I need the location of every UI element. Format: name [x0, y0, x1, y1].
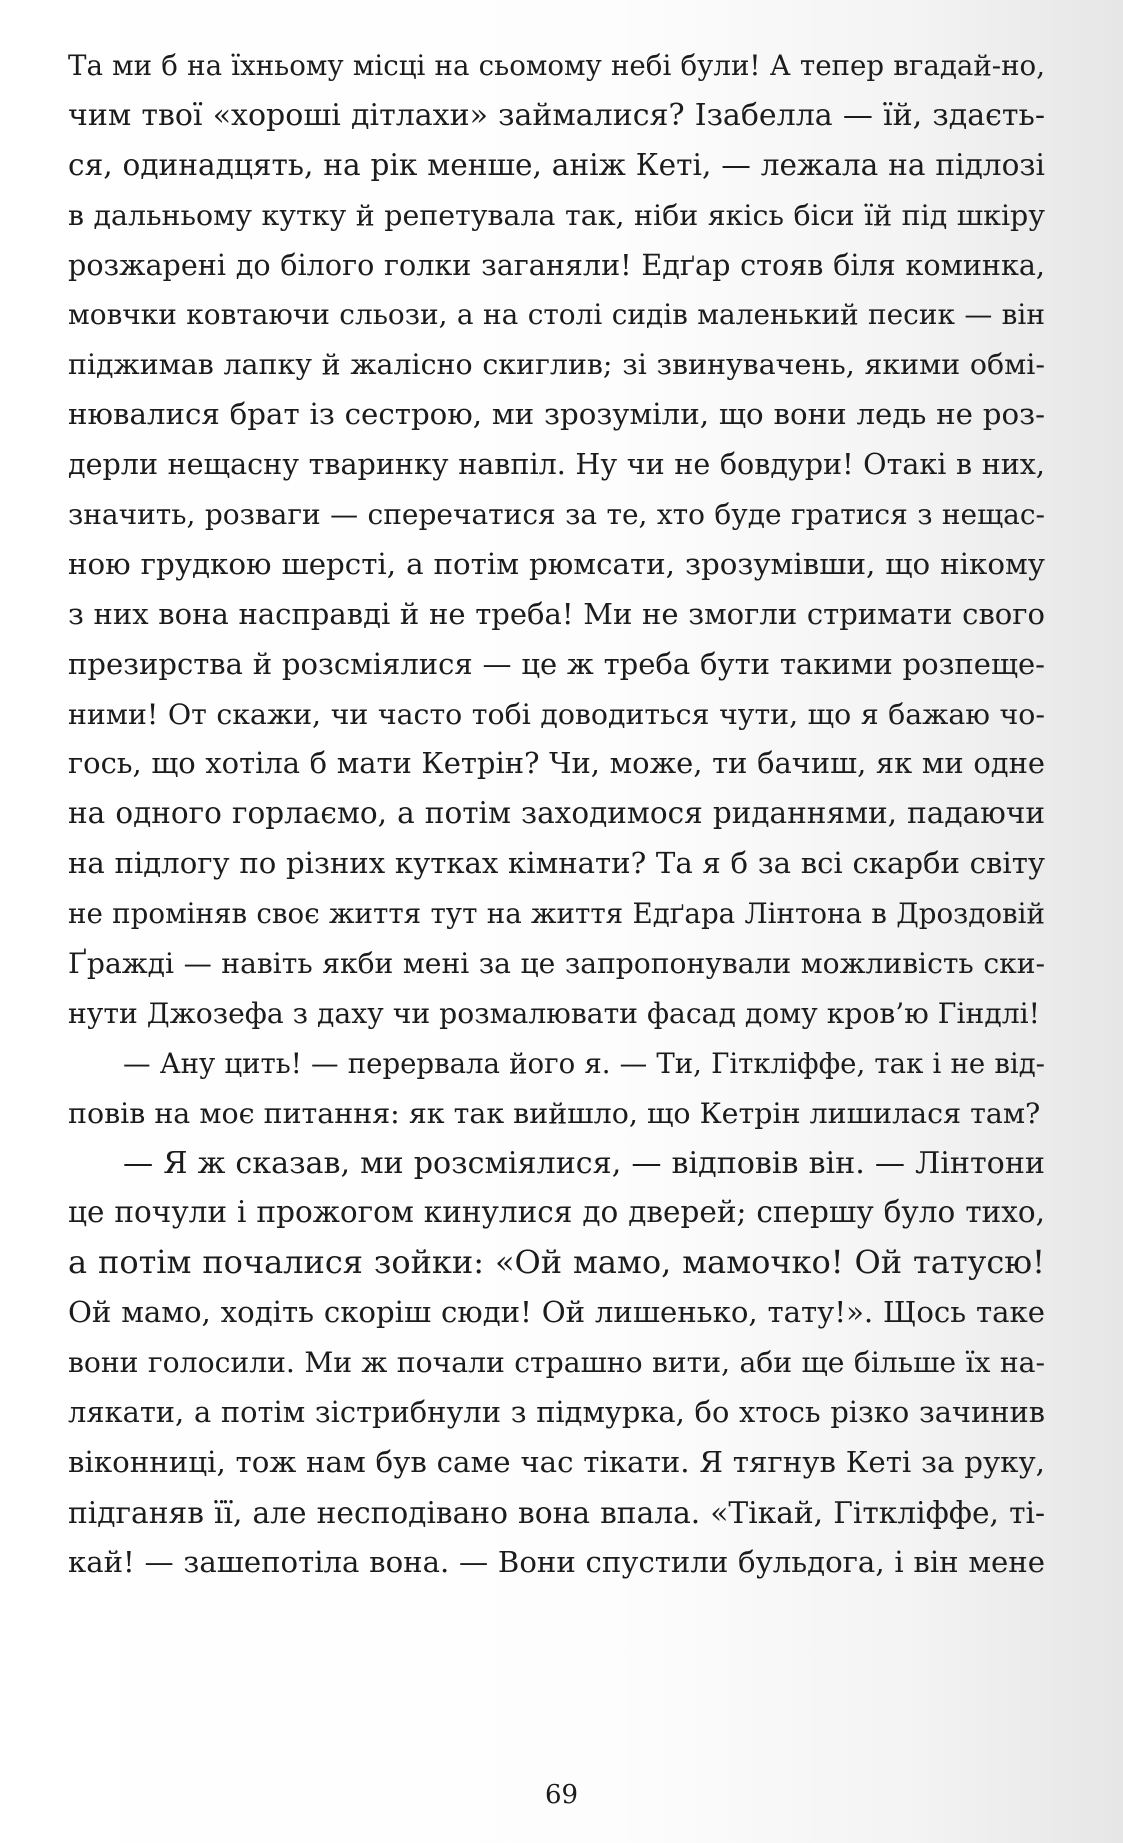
text-line: це почули і прожогом кинулися до дверей; спершу було тихо,	[68, 1195, 1045, 1230]
text-line: підганяв її, але несподівано вона впала. «Тікай, Гіткліффе, ті-	[68, 1494, 1045, 1530]
text-line: з них вона насправді й не треба! Ми не змогли стримати свого	[68, 596, 1045, 631]
text-line: не проміняв своє життя тут на життя Едґара Лінтона в Дроздовій	[68, 897, 1045, 931]
text-line: ними! От скажи, чи часто тобі доводиться чути, що я бажаю чо-	[68, 697, 1045, 731]
text-line: чим твої «хороші дітлахи» займалися? Ізабелла — їй, здаєть-	[68, 97, 1045, 133]
text-line: віконниці, тож нам був саме час тікати. Я тягнув Кеті за руку,	[68, 1444, 1045, 1479]
text-line: ною грудкою шерсті, а потім рюмсати, зрозумівши, що нікому	[68, 546, 1045, 581]
body-text	[68, 41, 1045, 1588]
text-line: дерли нещасну тваринку навпіл. Ну чи не бовдури! Отакі в них,	[68, 447, 1045, 482]
text-line: мовчки ковтаючи сльози, а на столі сидів маленький песик — він	[68, 298, 1045, 332]
text-line: розжарені до білого голки заганяли! Едґар стояв біля коминка,	[68, 247, 1045, 282]
text-line: значить, розваги — сперечатися за те, хто буде гратися з нещас-	[68, 498, 1045, 532]
text-line: — Я ж сказав, ми розсміялися, — відповів він. — Лінтони	[123, 1145, 1045, 1181]
text-line: Ґражді — навіть якби мені за це запропонували можливість ски-	[68, 947, 1045, 981]
text-line: піджимав лапку й жалісно скиглив; зі звинувачень, якими обмі-	[68, 348, 1045, 382]
text-line: кай! — зашепотіла вона. — Вони спустили бульдога, і він мене	[68, 1544, 1045, 1579]
text-line: в дальньому кутку й репетувала так, ніби якісь біси їй під шкіру	[68, 198, 1045, 232]
text-line: повів на моє питання: як так вийшло, що Кетрін лишилася там?	[68, 1096, 1041, 1130]
text-line: нювалися брат із сестрою, ми зрозуміли, що вони ледь не роз-	[68, 397, 1045, 432]
text-line: на одного горлаємо, а потім заходимося риданнями, падаючи	[68, 796, 1045, 831]
text-line: нути Джозефа з даху чи розмалювати фасад дому кров’ю Гіндлі!	[68, 996, 1040, 1030]
text-line: Та ми б на їхньому місці на сьомому небі були! А тепер вгадай-но,	[68, 49, 1045, 82]
text-line: вони голосили. Ми ж почали страшно вити, аби ще більше їх на-	[68, 1346, 1045, 1380]
text-line: презирства й розсміялися — це ж треба бути такими розпеще-	[68, 646, 1045, 681]
text-line: а потім почалися зойки: «Ой мамо, мамочко! Ой татусю!	[68, 1243, 1045, 1282]
text-line: лякати, а потім зістрибнули з підмурка, бо хтось різко зачинив	[68, 1395, 1045, 1430]
page-number: 69	[544, 1780, 579, 1810]
text-line: на підлогу по різних кутках кімнати? Та я б за всі скарби світу	[68, 846, 1045, 881]
text-line: гось, що хотіла б мати Кетрін? Чи, може, ти бачиш, як ми одне	[68, 746, 1045, 781]
text-line: Ой мамо, ходіть скоріш сюди! Ой лишенько, тату!». Щось таке	[68, 1295, 1045, 1330]
text-line: ся, одинадцять, на рік менше, аніж Кеті, — лежала на підлозі	[68, 147, 1045, 182]
text-line: — Ану цить! — перервала його я. — Ти, Гіткліффе, так і не від-	[123, 1046, 1045, 1080]
